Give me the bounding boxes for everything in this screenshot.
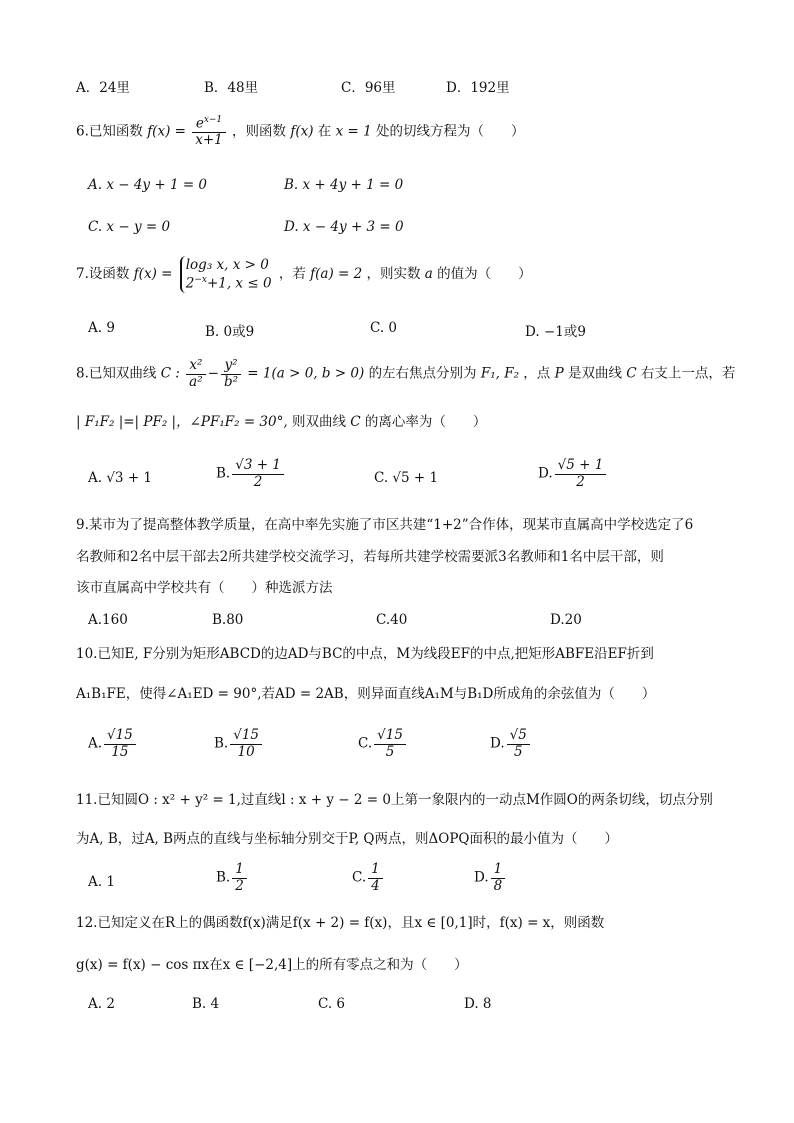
q6-text-c: 在 — [317, 123, 332, 140]
q7-option-d: D. −1或9 — [525, 324, 586, 340]
q8-frac-x — [186, 358, 205, 390]
q10-option-b — [214, 728, 264, 760]
q10-option-d — [490, 728, 532, 760]
q7-option-a: A. 9 — [88, 320, 115, 336]
q9-options — [88, 612, 734, 642]
q9-option-c: C.40 — [376, 612, 408, 628]
q11-option-d-label: D. — [474, 869, 489, 886]
q11-option-c-num: 1 — [368, 862, 383, 879]
q7-text: 7.设函数 — [76, 265, 130, 282]
q11-option-c — [352, 862, 385, 894]
q5-option-b: B．48里 — [204, 80, 259, 96]
q7-fx: f(x) = — [133, 265, 173, 282]
q5-option-a: A．24里 — [76, 80, 130, 96]
q12-option-d: D. 8 — [464, 996, 492, 1012]
q10-option-c-label: C. — [358, 735, 373, 752]
q11-options — [88, 862, 734, 908]
q7-cond: f(a) = 2 — [310, 265, 363, 282]
q8-d1: a² — [189, 373, 203, 390]
q8-text-c: ，点 — [523, 365, 551, 382]
q8-text-e: 右支上一点，若 — [640, 365, 736, 382]
q8-option-d-label: D. — [538, 465, 553, 482]
q12-option-c: C. 6 — [318, 996, 346, 1012]
q11-option-b — [216, 862, 249, 894]
q11-option-a: A. 1 — [88, 874, 115, 890]
q8-n2: y² — [221, 358, 241, 375]
q8-options — [88, 458, 734, 502]
q8-option-d-den: 2 — [576, 473, 585, 490]
q10-option-c — [358, 728, 408, 760]
q8-line2-text-c: 的离心率为（ ） — [364, 414, 487, 430]
q8-option-d — [538, 458, 608, 490]
q8-line2-text: 则双曲线 — [291, 414, 346, 430]
q10-line1: 10.已知E, F分别为矩形ABCD的边AD与BC的中点，M为线段EF的中点,把矩形ABFE沿EF折到 — [76, 646, 654, 662]
q7-case2-exp: −x — [194, 275, 207, 286]
q6-den: x+1 — [195, 132, 223, 149]
q10-option-a-label: A. — [88, 735, 103, 752]
q12-option-b: B. 4 — [192, 996, 220, 1012]
q8-c: C : — [160, 365, 180, 382]
q7-text-d: 的值为（ ） — [437, 265, 532, 282]
q10-option-b-den: 10 — [237, 743, 255, 760]
q8-text-b: 的左右焦点分别为 — [368, 365, 477, 382]
q8-option-b-label: B. — [216, 465, 231, 482]
q11-option-b-den: 2 — [235, 877, 244, 894]
q7-option-c: C. 0 — [370, 320, 398, 336]
q8-n1: x² — [186, 358, 205, 375]
q6-option-a: A. x − 4y + 1 = 0 — [88, 177, 208, 193]
q8-c2: C — [626, 365, 637, 382]
q6-options — [88, 177, 734, 207]
q6-option-d: D. x − 4y + 3 = 0 — [284, 219, 404, 235]
q7-case1: log₃ x, x > 0 — [185, 257, 269, 273]
q10-option-a-den: 15 — [111, 743, 129, 760]
q7-stem — [76, 256, 734, 293]
q12-option-a: A. 2 — [88, 996, 115, 1012]
q11-option-d-den: 8 — [493, 877, 503, 894]
q9-line3: 该市直属高中学校共有（ ）种选派方法 — [76, 580, 333, 596]
q11-line1: 11.已知圆O : x² + y² = 1,过直线l : x + y − 2 = 0上第一象限内的一动点M作圆O的两条切线，切点分别 — [76, 792, 713, 808]
q11-option-d — [474, 862, 507, 894]
q11-option-b-num: 1 — [232, 862, 247, 879]
q10-option-d-label: D. — [490, 735, 505, 752]
q8-c3: C — [350, 414, 361, 430]
q8-p: P — [554, 365, 564, 382]
q9-line2: 名教师和2名中层干部去2所共建学校交流学习，若每所共建学校需要派3名教师和1名中层干部，则 — [76, 549, 664, 565]
q6-fraction — [192, 115, 226, 149]
q11-option-c-label: C. — [352, 869, 367, 886]
q8-option-c: C. √5 + 1 — [374, 470, 439, 486]
q10-option-a — [88, 728, 138, 760]
q6-at: x = 1 — [335, 123, 372, 140]
q5-option-d: D．192里 — [446, 80, 510, 96]
q7-case2-rest: +1, x ≤ 0 — [206, 275, 272, 292]
q10-option-b-num: √15 — [230, 728, 262, 745]
q6-option-c: C. x − y = 0 — [88, 219, 171, 235]
q8-foci: F₁, F₂ — [480, 365, 519, 382]
q9-option-d: D.20 — [550, 612, 582, 628]
q6-stem — [76, 115, 734, 149]
q8-eq: = 1(a > 0, b > 0) — [247, 365, 365, 382]
q10-option-d-den: 5 — [513, 743, 523, 760]
q11-option-c-den: 4 — [371, 877, 380, 894]
q8-frac-y — [221, 358, 241, 390]
q6-text-b: ，则函数 — [232, 123, 287, 140]
q6-num: e — [195, 115, 204, 132]
q8-stem: 8.已知双曲线 C : $\frac{\text{x²}}{\text{a²}}$ − $\frac{\text{y²}}{\text{b²}}$ = 1(a > 0, b > 0) 的左右焦点分别为 F₁, F₂ ，点 P 是双曲线 C 右支上一点，若 — [76, 357, 736, 390]
q8-option-b-den: 2 — [253, 473, 263, 490]
q6-text: 6.已知函数 — [76, 123, 143, 140]
q7-option-b: B. 0或9 — [205, 324, 255, 340]
q10-line2: A₁B₁FE，使得∠A₁ED = 90°,若AD = 2AB，则异面直线A₁M与B₁D所成角的余弦值为（ ） — [76, 686, 656, 702]
q10-option-d-num: √5 — [507, 728, 530, 745]
q6-fx2: f(x) — [290, 123, 314, 140]
q6-option-b: B. x + 4y + 1 = 0 — [284, 177, 404, 193]
q7-options — [88, 320, 734, 350]
q5-option-c: C．96里 — [341, 80, 396, 96]
q8-d2: b² — [223, 373, 238, 390]
q8-option-d-num: √5 + 1 — [555, 458, 607, 475]
q6-exp: x−1 — [203, 115, 223, 125]
q9-line1: 9.某市为了提高整体教学质量，在高中率先实施了市区共建“1+2”合作体，现某市直属高中学校选定了6 — [76, 517, 694, 533]
q10-option-b-label: B. — [214, 735, 229, 752]
q12-line2: g(x) = f(x) − cos πx在x ∈ [−2,4]上的所有零点之和为（ ） — [76, 957, 468, 973]
q9-option-a: A.160 — [88, 612, 128, 628]
q11-option-b-label: B. — [216, 869, 231, 886]
q8-text-d: 是双曲线 — [567, 365, 622, 382]
q7-text-c: ，则实数 — [366, 265, 421, 282]
q6-options-2 — [88, 219, 734, 249]
q12-options — [88, 996, 734, 1026]
q8-line2-math: | F₁F₂ |=| PF₂ |，∠PF₁F₂ = 30°, — [76, 414, 288, 430]
q8-option-b — [216, 458, 286, 490]
q9-option-b: B.80 — [212, 612, 244, 628]
q10-option-c-num: √15 — [374, 728, 406, 745]
q11-line2: 为A, B，过A, B两点的直线与坐标轴分别交于P, Q两点，则ΔOPQ面积的最小值为（ ） — [76, 831, 618, 847]
q10-option-a-num: √15 — [104, 728, 136, 745]
q7-case2-base: 2 — [185, 275, 195, 292]
q12-line1: 12.已知定义在R上的偶函数f(x)满足f(x + 2) = f(x)，且x ∈ [0,1]时，f(x) = x，则函数 — [76, 915, 605, 931]
q11-option-d-num: 1 — [491, 862, 506, 879]
q5-options — [76, 76, 734, 106]
q7-piecewise — [180, 256, 272, 293]
q8-option-b-num: √3 + 1 — [232, 458, 284, 475]
q10-options — [88, 728, 734, 774]
q6-text-d: 处的切线方程为（ ） — [376, 123, 525, 140]
q7-var: a — [424, 265, 433, 282]
q10-option-c-den: 5 — [385, 743, 395, 760]
q6-fx: f(x) = — [147, 123, 186, 140]
q8-text: 8.已知双曲线 — [76, 365, 157, 382]
q8-option-a: A. √3 + 1 — [88, 470, 153, 486]
q8-stem-line2 — [76, 414, 734, 431]
q7-text-b: ，若 — [278, 265, 306, 282]
